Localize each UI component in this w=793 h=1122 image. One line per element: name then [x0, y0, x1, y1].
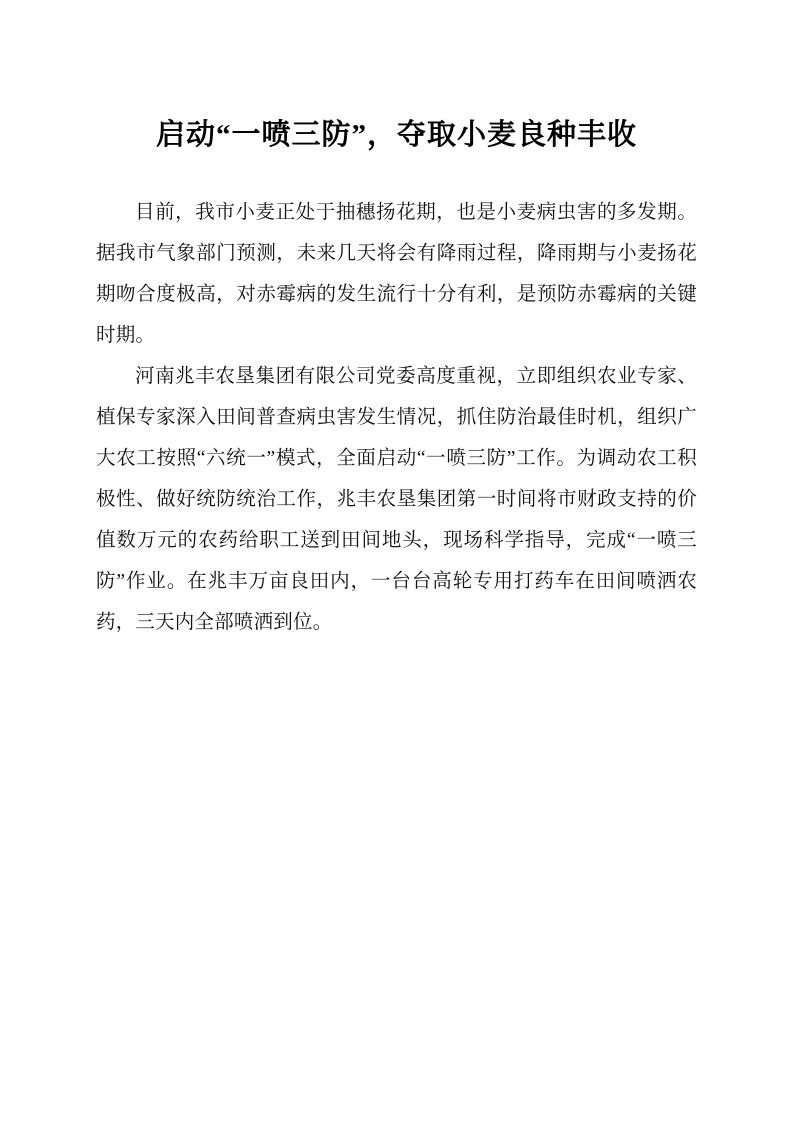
- paragraph: 目前，我市小麦正处于抽穗扬花期，也是小麦病虫害的多发期。据我市气象部门预测，未来几天将会有降雨过程，降雨期与小麦扬花期吻合度极高，对赤霉病的发生流行十分有利，是预防赤霉病的关键时期。: [96, 201, 697, 346]
- paragraph: 河南兆丰农垦集团有限公司党委高度重视，立即组织农业专家、植保专家深入田间普查病虫害发生情况，抓住防治最佳时机，组织广大农工按照“六统一”模式，全面启动“一喷三防”工作。为调动农工积极性、做好统防统治工作，兆丰农垦集团第一时间将市财政支持的价值数万元的农药给职工送到田间地头，现场科学指导，完成“一喷三防”作业。在兆丰万亩良田内，一台台高轮专用打药车在田间喷洒农药，三天内全部喷洒到位。: [96, 365, 697, 633]
- page-title: 启动“一喷三防”，夺取小麦良种丰收: [155, 119, 637, 151]
- document-body: [96, 192, 697, 643]
